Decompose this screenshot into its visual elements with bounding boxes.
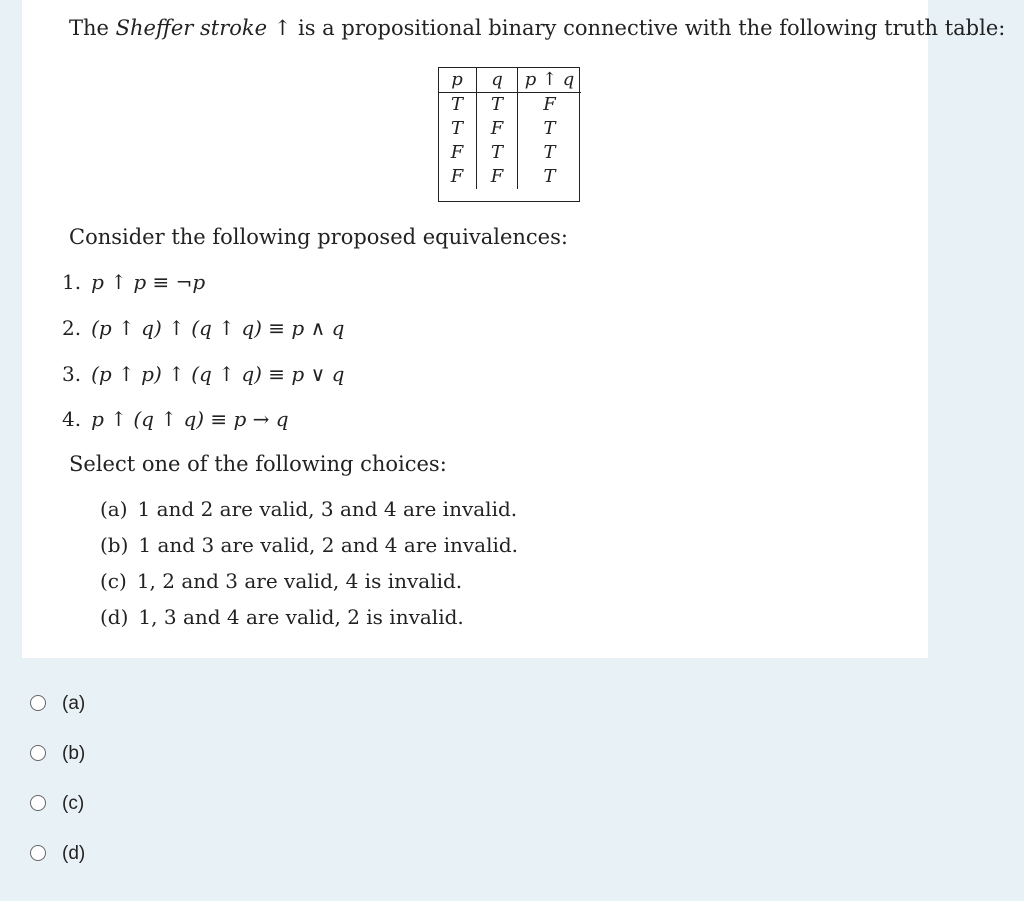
equivalence-2 xyxy=(62,316,344,340)
choice-d xyxy=(100,605,464,629)
equivalence-expression: (p ↑ p) ↑ (q ↑ q) ≡ p ∨ q xyxy=(91,362,345,386)
equivalence-1 xyxy=(62,270,205,294)
table-cell: F xyxy=(477,117,518,141)
equivalence-expression: p ↑ p ≡ ¬p xyxy=(91,270,206,294)
table-header-q: q xyxy=(477,68,518,93)
question-intro xyxy=(69,16,1005,40)
answer-option-c[interactable] xyxy=(30,790,150,820)
table-row xyxy=(438,117,581,141)
answer-label-a[interactable]: (a) xyxy=(62,693,86,714)
table-cell: F xyxy=(543,94,556,115)
equivalence-expression: (p ↑ q) ↑ (q ↑ q) ≡ p ∧ q xyxy=(91,316,345,340)
radio-button-c[interactable] xyxy=(30,795,46,811)
equivalence-number: 3. xyxy=(62,362,82,386)
select-instruction: Select one of the following choices: xyxy=(69,452,447,476)
table-cell: F xyxy=(477,165,518,189)
table-row xyxy=(438,93,581,118)
choice-text: 1, 2 and 3 are valid, 4 is invalid. xyxy=(136,569,463,593)
table-row xyxy=(438,165,581,189)
choice-text: 1, 3 and 4 are valid, 2 is invalid. xyxy=(138,605,464,629)
answer-option-d[interactable] xyxy=(30,840,150,870)
truth-table-header-row xyxy=(438,68,581,93)
table-cell: T xyxy=(477,93,518,118)
table-cell: F xyxy=(438,165,477,189)
intro-suffix: ↑ is a propositional binary connective with the following truth table: xyxy=(267,16,1006,40)
table-cell: F xyxy=(438,141,477,165)
choice-tag: (b) xyxy=(100,533,129,557)
equivalence-number: 1. xyxy=(62,270,82,294)
radio-button-d[interactable] xyxy=(30,845,46,861)
answer-label-d[interactable]: (d) xyxy=(62,843,86,864)
radio-button-a[interactable] xyxy=(30,695,46,711)
choice-c xyxy=(100,569,462,593)
radio-button-b[interactable] xyxy=(30,745,46,761)
table-cell: T xyxy=(438,117,477,141)
table-row xyxy=(438,141,581,165)
intro-emphasis: Sheffer stroke xyxy=(115,16,268,40)
table-header-pq: p ↑ q xyxy=(518,68,582,93)
answer-label-b[interactable]: (b) xyxy=(62,743,86,764)
equivalence-expression: p ↑ (q ↑ q) ≡ p → q xyxy=(91,407,289,431)
table-header-p: p xyxy=(438,68,477,93)
choice-tag: (a) xyxy=(100,497,128,521)
choice-b xyxy=(100,533,518,557)
intro-prefix: The xyxy=(69,16,116,40)
truth-table xyxy=(438,68,581,189)
table-cell: T xyxy=(438,93,477,118)
table-cell: T xyxy=(477,141,518,165)
choice-text: 1 and 3 are valid, 2 and 4 are invalid. xyxy=(138,533,519,557)
answer-option-b[interactable] xyxy=(30,740,150,770)
answer-option-a[interactable] xyxy=(30,690,150,720)
choice-tag: (d) xyxy=(100,605,129,629)
choice-tag: (c) xyxy=(100,569,127,593)
equivalence-4 xyxy=(62,407,289,431)
equivalence-number: 4. xyxy=(62,407,82,431)
consider-text: Consider the following proposed equivalences: xyxy=(69,225,568,249)
equivalence-3 xyxy=(62,362,344,386)
table-cell: T xyxy=(543,166,556,187)
table-cell: T xyxy=(543,142,556,163)
equivalence-number: 2. xyxy=(62,316,82,340)
choice-text: 1 and 2 are valid, 3 and 4 are invalid. xyxy=(137,497,518,521)
table-cell: T xyxy=(543,118,556,139)
answer-label-c[interactable]: (c) xyxy=(62,793,85,814)
question-card xyxy=(22,0,1006,658)
choice-a xyxy=(100,497,517,521)
